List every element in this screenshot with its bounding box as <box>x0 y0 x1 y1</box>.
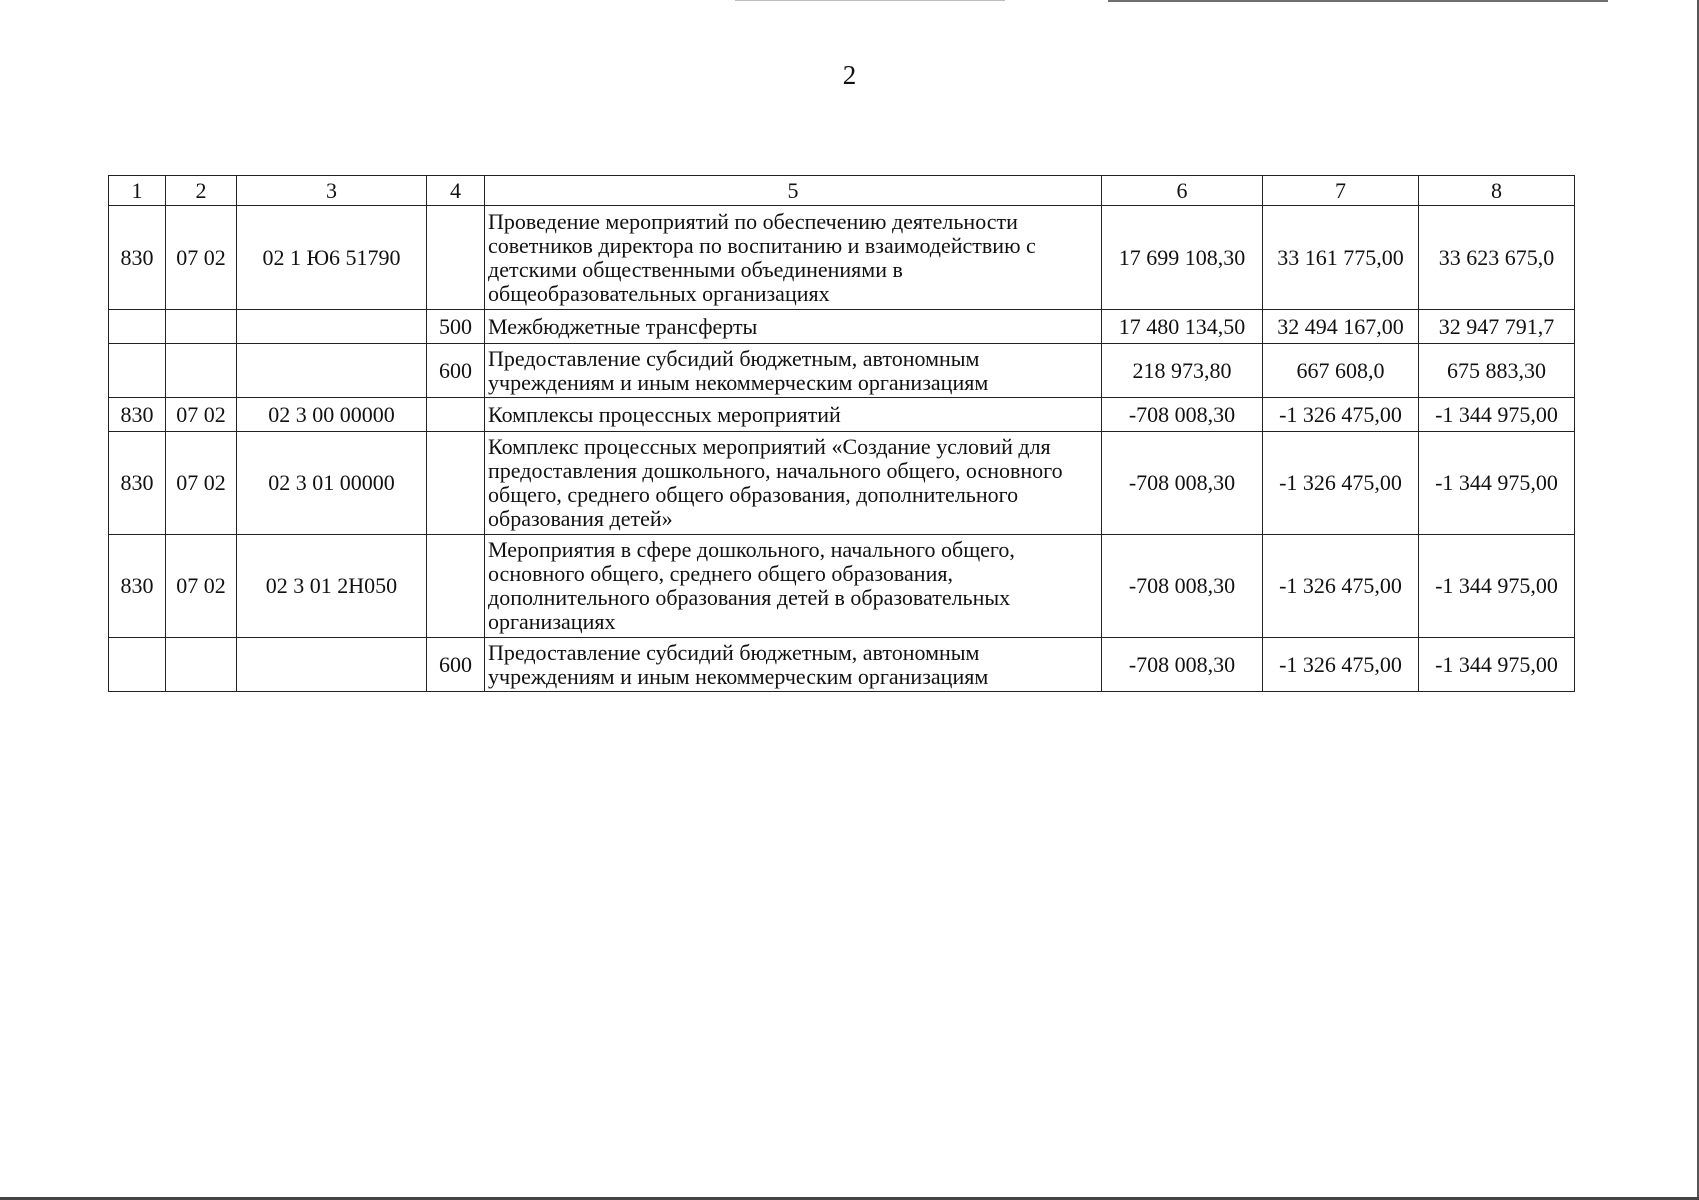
cell-admin-code: 830 <box>109 206 166 310</box>
table-row <box>109 206 1575 310</box>
column-header: 3 <box>237 176 427 206</box>
cell-section-code <box>166 310 237 344</box>
cell-amount-8: -1 344 975,00 <box>1419 432 1575 535</box>
table-row <box>109 398 1575 432</box>
cell-expense-type <box>427 535 485 638</box>
cell-target-code: 02 3 00 00000 <box>237 398 427 432</box>
cell-amount-6: -708 008,30 <box>1102 432 1263 535</box>
cell-amount-8: -1 344 975,00 <box>1419 638 1575 692</box>
cell-expense-type <box>427 398 485 432</box>
cell-target-code <box>237 310 427 344</box>
cell-amount-7: -1 326 475,00 <box>1263 398 1419 432</box>
table-row <box>109 310 1575 344</box>
cell-description: Предоставление субсидий бюджетным, автономным учреждениям и иным некоммерческим организациям <box>485 344 1102 398</box>
cell-admin-code <box>109 344 166 398</box>
cell-description: Предоставление субсидий бюджетным, автономным учреждениям и иным некоммерческим организациям <box>485 638 1102 692</box>
cell-section-code: 07 02 <box>166 206 237 310</box>
cell-description: Комплексы процессных мероприятий <box>485 398 1102 432</box>
cell-expense-type: 600 <box>427 638 485 692</box>
cell-amount-8: -1 344 975,00 <box>1419 535 1575 638</box>
cell-amount-7: -1 326 475,00 <box>1263 638 1419 692</box>
cell-expense-type <box>427 206 485 310</box>
cell-expense-type: 600 <box>427 344 485 398</box>
column-header: 5 <box>485 176 1102 206</box>
cell-target-code <box>237 638 427 692</box>
cell-admin-code: 830 <box>109 432 166 535</box>
column-header: 2 <box>166 176 237 206</box>
column-header: 1 <box>109 176 166 206</box>
cell-amount-7: -1 326 475,00 <box>1263 535 1419 638</box>
cell-section-code: 07 02 <box>166 535 237 638</box>
cell-admin-code: 830 <box>109 535 166 638</box>
cell-amount-7: 32 494 167,00 <box>1263 310 1419 344</box>
header-row <box>109 176 1575 206</box>
table-row <box>109 638 1575 692</box>
budget-table <box>108 175 1575 692</box>
cell-amount-6: 17 699 108,30 <box>1102 206 1263 310</box>
table-row <box>109 344 1575 398</box>
cell-expense-type: 500 <box>427 310 485 344</box>
cell-target-code <box>237 344 427 398</box>
column-header: 8 <box>1419 176 1575 206</box>
cell-amount-7: 667 608,0 <box>1263 344 1419 398</box>
cell-description: Проведение мероприятий по обеспечению деятельности советников директора по воспитанию и взаимодействию с детскими общественными объединениями в общеобразовательных организациях <box>485 206 1102 310</box>
cell-amount-7: 33 161 775,00 <box>1263 206 1419 310</box>
table-row <box>109 535 1575 638</box>
column-header: 4 <box>427 176 485 206</box>
cell-amount-6: 17 480 134,50 <box>1102 310 1263 344</box>
cell-admin-code <box>109 638 166 692</box>
column-header: 7 <box>1263 176 1419 206</box>
cell-section-code <box>166 638 237 692</box>
cell-section-code <box>166 344 237 398</box>
scan-top-edge-left <box>735 0 1005 1</box>
cell-amount-8: 33 623 675,0 <box>1419 206 1575 310</box>
cell-target-code: 02 3 01 00000 <box>237 432 427 535</box>
cell-description: Межбюджетные трансферты <box>485 310 1102 344</box>
cell-section-code: 07 02 <box>166 398 237 432</box>
cell-description: Мероприятия в сфере дошкольного, начального общего, основного общего, среднего общего образования, дополнительного образования детей в образовательных организациях <box>485 535 1102 638</box>
cell-admin-code: 830 <box>109 398 166 432</box>
cell-amount-6: 218 973,80 <box>1102 344 1263 398</box>
column-header: 6 <box>1102 176 1263 206</box>
cell-section-code: 07 02 <box>166 432 237 535</box>
cell-amount-6: -708 008,30 <box>1102 638 1263 692</box>
cell-amount-6: -708 008,30 <box>1102 398 1263 432</box>
cell-amount-7: -1 326 475,00 <box>1263 432 1419 535</box>
cell-target-code: 02 1 Ю6 51790 <box>237 206 427 310</box>
scan-top-edge-right <box>1108 0 1608 2</box>
cell-amount-8: -1 344 975,00 <box>1419 398 1575 432</box>
cell-admin-code <box>109 310 166 344</box>
table-row <box>109 432 1575 535</box>
cell-amount-8: 32 947 791,7 <box>1419 310 1575 344</box>
page-number: 2 <box>842 60 857 90</box>
cell-description: Комплекс процессных мероприятий «Создание условий для предоставления дошкольного, начального общего, основного общего, среднего общего образования, дополнительного образования детей» <box>485 432 1102 535</box>
cell-amount-8: 675 883,30 <box>1419 344 1575 398</box>
cell-amount-6: -708 008,30 <box>1102 535 1263 638</box>
cell-expense-type <box>427 432 485 535</box>
cell-target-code: 02 3 01 2Н050 <box>237 535 427 638</box>
